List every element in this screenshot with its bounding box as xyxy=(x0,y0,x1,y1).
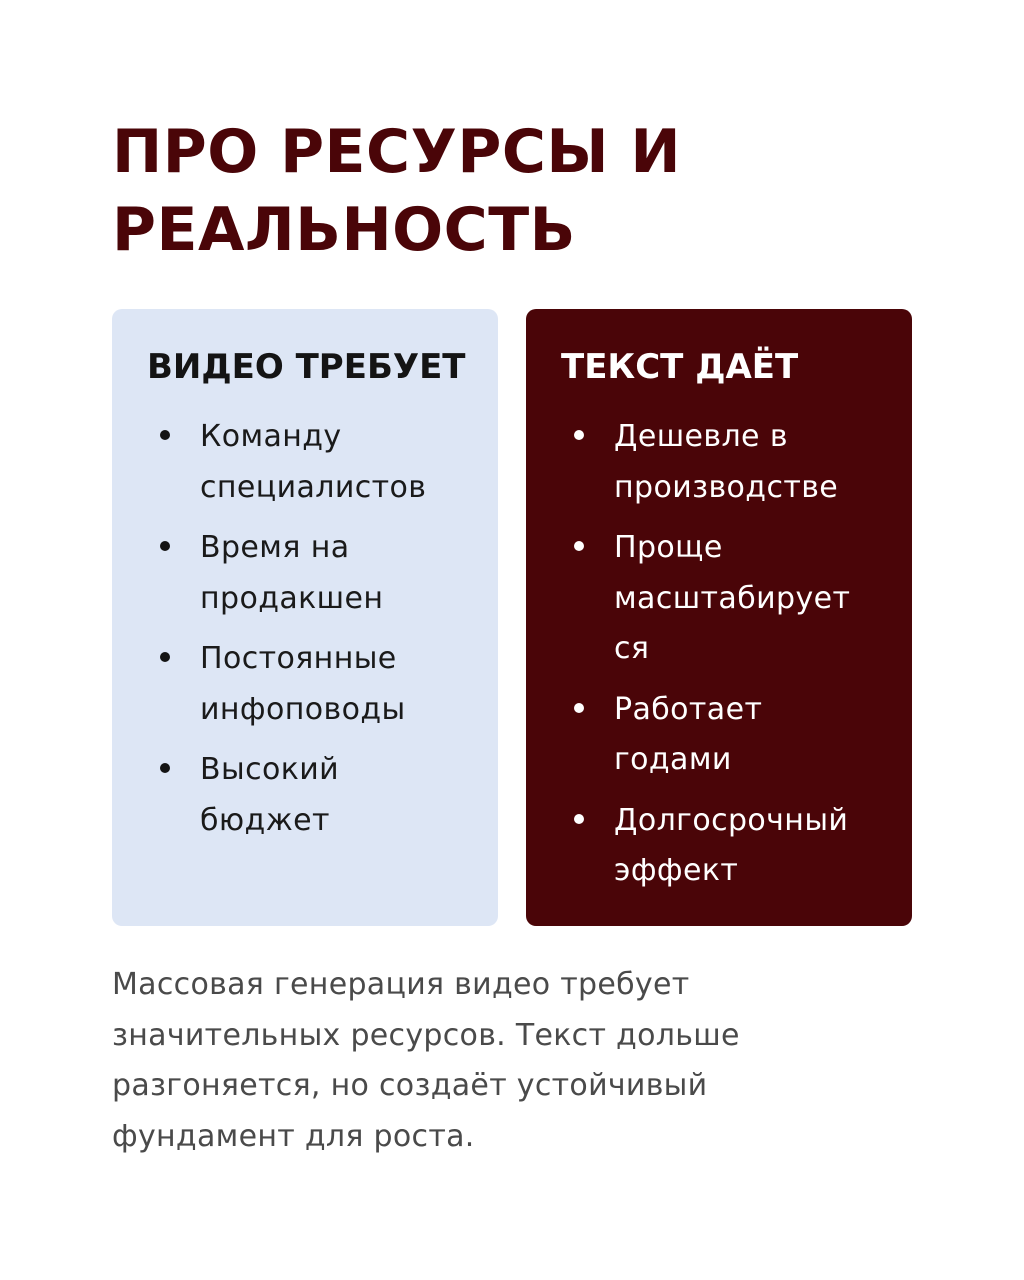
list-item xyxy=(160,523,485,624)
list-item xyxy=(574,523,899,675)
bullet-icon xyxy=(160,763,170,773)
list-item-line: бюджет xyxy=(200,802,330,838)
list-item xyxy=(574,796,899,897)
text-benefits-card xyxy=(526,309,912,926)
list-item-line: ся xyxy=(614,631,650,666)
video-requirements-card xyxy=(112,309,498,926)
list-item xyxy=(160,745,485,846)
text-card-heading: ТЕКСТ ДАЁТ xyxy=(561,347,799,387)
page-title xyxy=(112,113,932,269)
bullet-icon xyxy=(574,430,584,440)
list-item-line: Работает xyxy=(614,691,763,727)
list-item xyxy=(160,634,485,735)
summary-line: фундамент для роста. xyxy=(112,1118,475,1154)
list-item-line: продакшен xyxy=(200,580,384,616)
list-item-line: годами xyxy=(614,742,732,777)
summary-paragraph xyxy=(112,960,912,1162)
list-item-line: инфоповоды xyxy=(200,691,406,727)
list-item-line: Команду xyxy=(200,419,342,454)
list-item-line: масштабирует xyxy=(614,580,851,616)
page-title-line-2: РЕАЛЬНОСТЬ xyxy=(112,195,576,265)
list-item-line: Дешевле в xyxy=(614,419,788,454)
list-item-line: Проще xyxy=(614,530,723,565)
summary-line: разгоняется, но создаёт устойчивый xyxy=(112,1068,708,1103)
list-item xyxy=(574,685,899,786)
list-item xyxy=(574,412,899,513)
list-item-line: Постоянные xyxy=(200,641,397,676)
page-title-line-1: ПРО РЕСУРСЫ И xyxy=(112,117,682,187)
list-item-line: Долгосрочный xyxy=(614,802,849,838)
list-item-line: Время на xyxy=(200,530,350,565)
summary-line: Массовая генерация видео требует xyxy=(112,967,690,1002)
list-item xyxy=(160,412,485,513)
bullet-icon xyxy=(160,430,170,440)
video-card-heading: ВИДЕО ТРЕБУЕТ xyxy=(147,347,466,387)
list-item-line: Высокий xyxy=(200,752,340,787)
bullet-icon xyxy=(160,541,170,551)
list-item-line: эффект xyxy=(614,853,739,888)
video-requirements-list xyxy=(160,412,485,856)
bullet-icon xyxy=(574,703,584,713)
summary-line: значительных ресурсов. Текст дольше xyxy=(112,1017,740,1053)
text-benefits-list xyxy=(574,412,899,907)
bullet-icon xyxy=(574,814,584,824)
list-item-line: специалистов xyxy=(200,469,427,505)
bullet-icon xyxy=(160,652,170,662)
bullet-icon xyxy=(574,541,584,551)
list-item-line: производстве xyxy=(614,469,839,505)
